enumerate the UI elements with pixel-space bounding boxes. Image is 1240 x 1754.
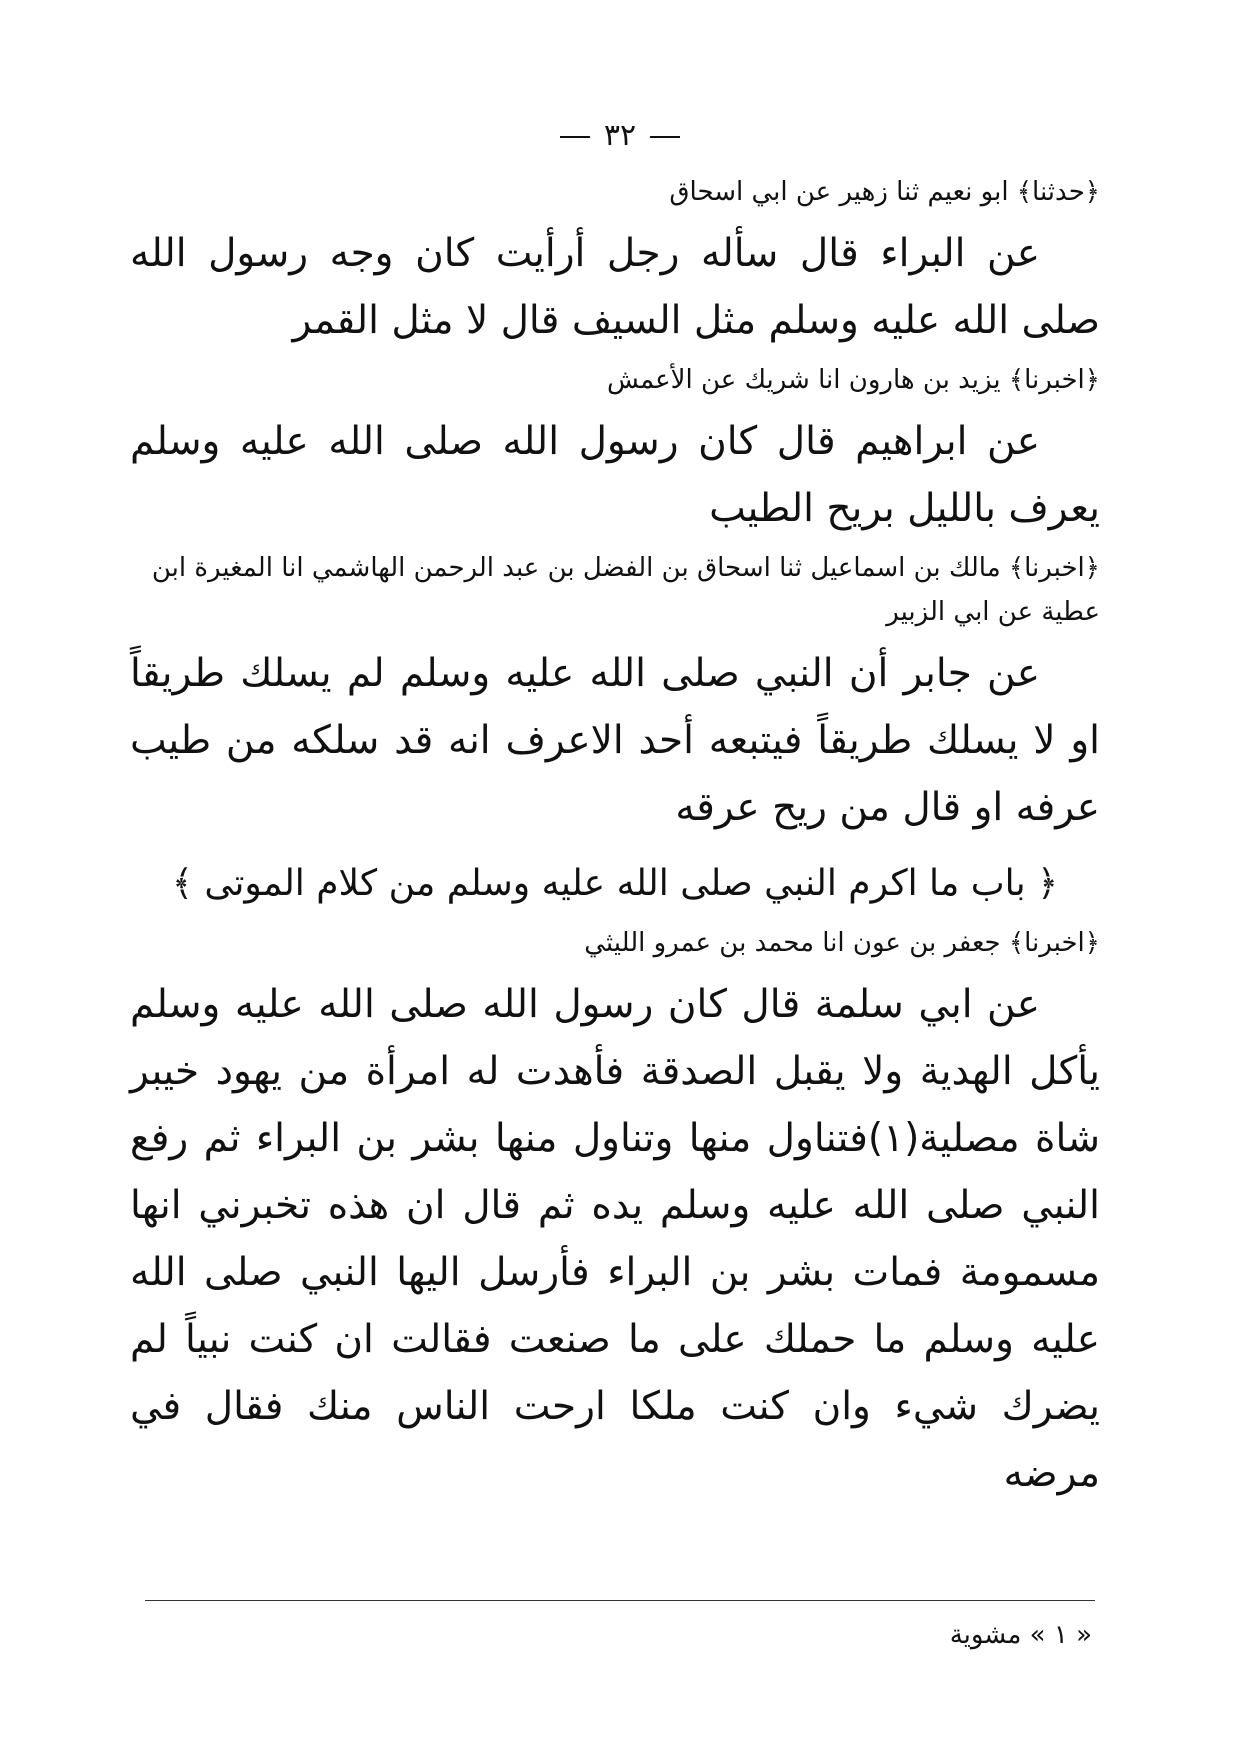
chapter-heading: ﴿ باب ما اكرم النبي صلى الله عليه وسلم من كلام الموتى ﴾ [171, 863, 1059, 904]
isnad-1: ﴿حدثنا﴾ ابو نعيم ثنا زهير عن ابي اسحاق [669, 177, 1100, 207]
matn-1: عن البراء قال سأله رجل أرأيت كان وجه رسول الله صلى الله عليه وسلم مثل السيف قال لا مثل القمر [130, 231, 1100, 343]
footnote: « ١ » مشوية [949, 1620, 1092, 1650]
page-number-dash-right [650, 136, 680, 138]
isnad-4: ﴿اخبرنا﴾ جعفر بن عون انا محمد بن عمرو الليثي [584, 928, 1100, 958]
page-content [130, 170, 1100, 1511]
page-number-text: ٣٢ [603, 118, 637, 153]
page-number [0, 118, 1240, 153]
matn-2: عن ابراهيم قال كان رسول الله صلى الله عليه وسلم يعرف بالليل بريح الطيب [130, 419, 1100, 531]
page-number-dash-left [560, 136, 590, 138]
isnad-3: ﴿اخبرنا﴾ مالك بن اسماعيل ثنا اسحاق بن الفضل بن عبد الرحمن الهاشمي انا المغيرة ابن عطية عن ابي الزبير [151, 553, 1100, 627]
matn-3: عن جابر أن النبي صلى الله عليه وسلم لم يسلك طريقاً او لا يسلك طريقاً فيتبعه أحد الاعرف انه قد سلكه من طيب عرفه او قال من ريح عرقه [130, 651, 1100, 830]
matn-4: عن ابي سلمة قال كان رسول الله صلى الله عليه وسلم يأكل الهدية ولا يقبل الصدقة فأهدت له امرأة من يهود خيبر شاة مصلية(١)فتناول منها وتناول منها بشر بن البراء ثم رفع النبي صلى الله عليه وسلم يده ثم قال ان هذه تخبرني انها مسمومة فمات بشر بن البراء فأرسل اليها النبي صلى الله عليه وسلم ما حملك على ما صنعت فقالت ان كنت نبياً لم يضرك شيء وان كنت ملكا ارحت الناس منك فقال في مرضه [130, 982, 1101, 1496]
footnote-divider [145, 1600, 1095, 1601]
isnad-2: ﴿اخبرنا﴾ يزيد بن هارون انا شريك عن الأعمش [606, 365, 1100, 395]
